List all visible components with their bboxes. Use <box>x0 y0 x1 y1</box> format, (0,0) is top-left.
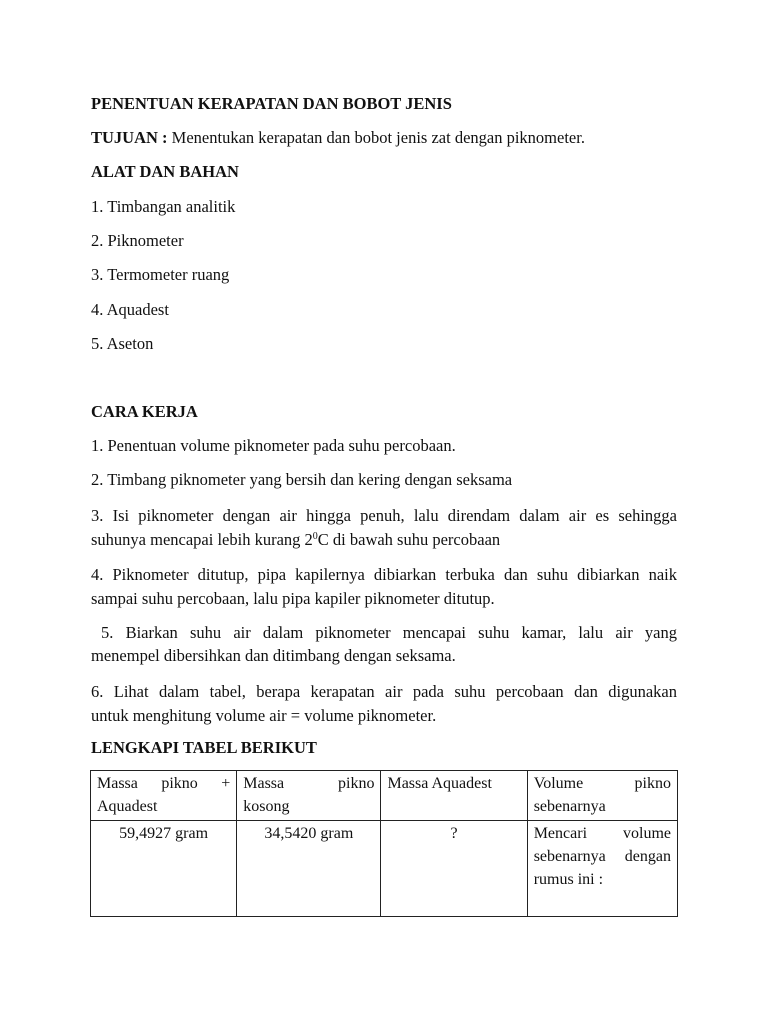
table-cell-mass-empty: 34,5420 gram <box>237 821 381 917</box>
cara-step-line <box>91 563 677 587</box>
cara-step-6 <box>91 680 677 728</box>
alat-item: 3. Termometer ruang <box>91 265 230 284</box>
tujuan-text: Menentukan kerapatan dan bobot jenis zat dengan piknometer. <box>171 128 585 147</box>
step3-line-a: 3. Isi piknometer dengan air hingga penuh, lalu direndam dalam air es sehingga <box>91 506 677 525</box>
cell-line <box>534 822 671 845</box>
table-header-cell <box>237 771 381 821</box>
alat-item: 2. Piknometer <box>91 231 184 250</box>
header-line <box>534 772 671 795</box>
header-text: Volume pikno <box>533 775 671 792</box>
cell-text: sebenarnya dengan <box>533 848 671 865</box>
cell-line <box>534 845 671 868</box>
cell-text: rumus ini : <box>533 871 604 888</box>
step6-line-b: untuk menghitung volume air = volume piknometer. <box>91 706 437 725</box>
cara-step-line <box>91 680 677 704</box>
step3-line-b-tail: C di bawah suhu percobaan <box>317 530 501 549</box>
alat-heading: ALAT DAN BAHAN <box>91 162 239 181</box>
alat-item: 1. Timbangan analitik <box>91 197 236 216</box>
data-table <box>90 770 678 917</box>
cara-step: 2. Timbang piknometer yang bersih dan kering dengan seksama <box>91 470 513 489</box>
header-text: Massa pikno <box>243 775 375 792</box>
header-line <box>97 772 230 795</box>
table-cell-volume <box>527 821 677 917</box>
header-text: Aquadest <box>97 798 158 815</box>
step6-line-a: 6. Lihat dalam tabel, berapa kerapatan air pada suhu percobaan dan digunakan <box>91 682 677 701</box>
header-text: Massa Aquadest <box>387 775 492 792</box>
alat-item: 4. Aquadest <box>91 300 169 319</box>
header-text: kosong <box>243 798 290 815</box>
table-cell-mass-filled: 59,4927 gram <box>91 821 237 917</box>
tujuan-label: TUJUAN : <box>91 128 168 147</box>
cara-step-line <box>91 528 677 552</box>
cell-text: Mencari volume <box>533 825 671 842</box>
step4-line-a: 4. Piknometer ditutup, pipa kapilernya dibiarkan terbuka dan suhu dibiarkan naik <box>91 565 677 584</box>
cara-step-5 <box>101 621 677 645</box>
alat-item: 5. Aseton <box>91 334 154 353</box>
table-header-cell <box>381 771 527 821</box>
step3-line-b-text: suhunya mencapai lebih kurang 2 <box>91 530 313 549</box>
superscript-zero: 0 <box>312 531 318 542</box>
cara-step-4 <box>91 563 677 611</box>
table-cell-mass-aquadest: ? <box>381 821 527 917</box>
cara-step-line <box>91 504 677 528</box>
header-line <box>243 772 374 795</box>
cara-step-line <box>101 621 677 645</box>
cara-step-3 <box>91 504 677 552</box>
table-row <box>91 821 678 917</box>
header-text: Massa pikno + <box>97 775 231 792</box>
table-header-cell <box>91 771 237 821</box>
step5-line-a: 5. Biarkan suhu air dalam piknometer mencapai suhu kamar, lalu air yang <box>101 623 677 642</box>
document-title: PENENTUAN KERAPATAN DAN BOBOT JENIS <box>91 94 452 113</box>
step4-line-b: sampai suhu percobaan, lalu pipa kapiler piknometer ditutup. <box>91 589 495 608</box>
tabel-heading: LENGKAPI TABEL BERIKUT <box>91 738 317 757</box>
cara-step: 1. Penentuan volume piknometer pada suhu percobaan. <box>91 436 456 455</box>
cara-heading: CARA KERJA <box>91 402 198 421</box>
tujuan-line <box>91 128 585 148</box>
step5-line-b: menempel dibersihkan dan ditimbang dengan seksama. <box>91 646 456 665</box>
header-text: sebenarnya <box>533 798 606 815</box>
table-header-row <box>91 771 678 821</box>
table-header-cell <box>527 771 677 821</box>
